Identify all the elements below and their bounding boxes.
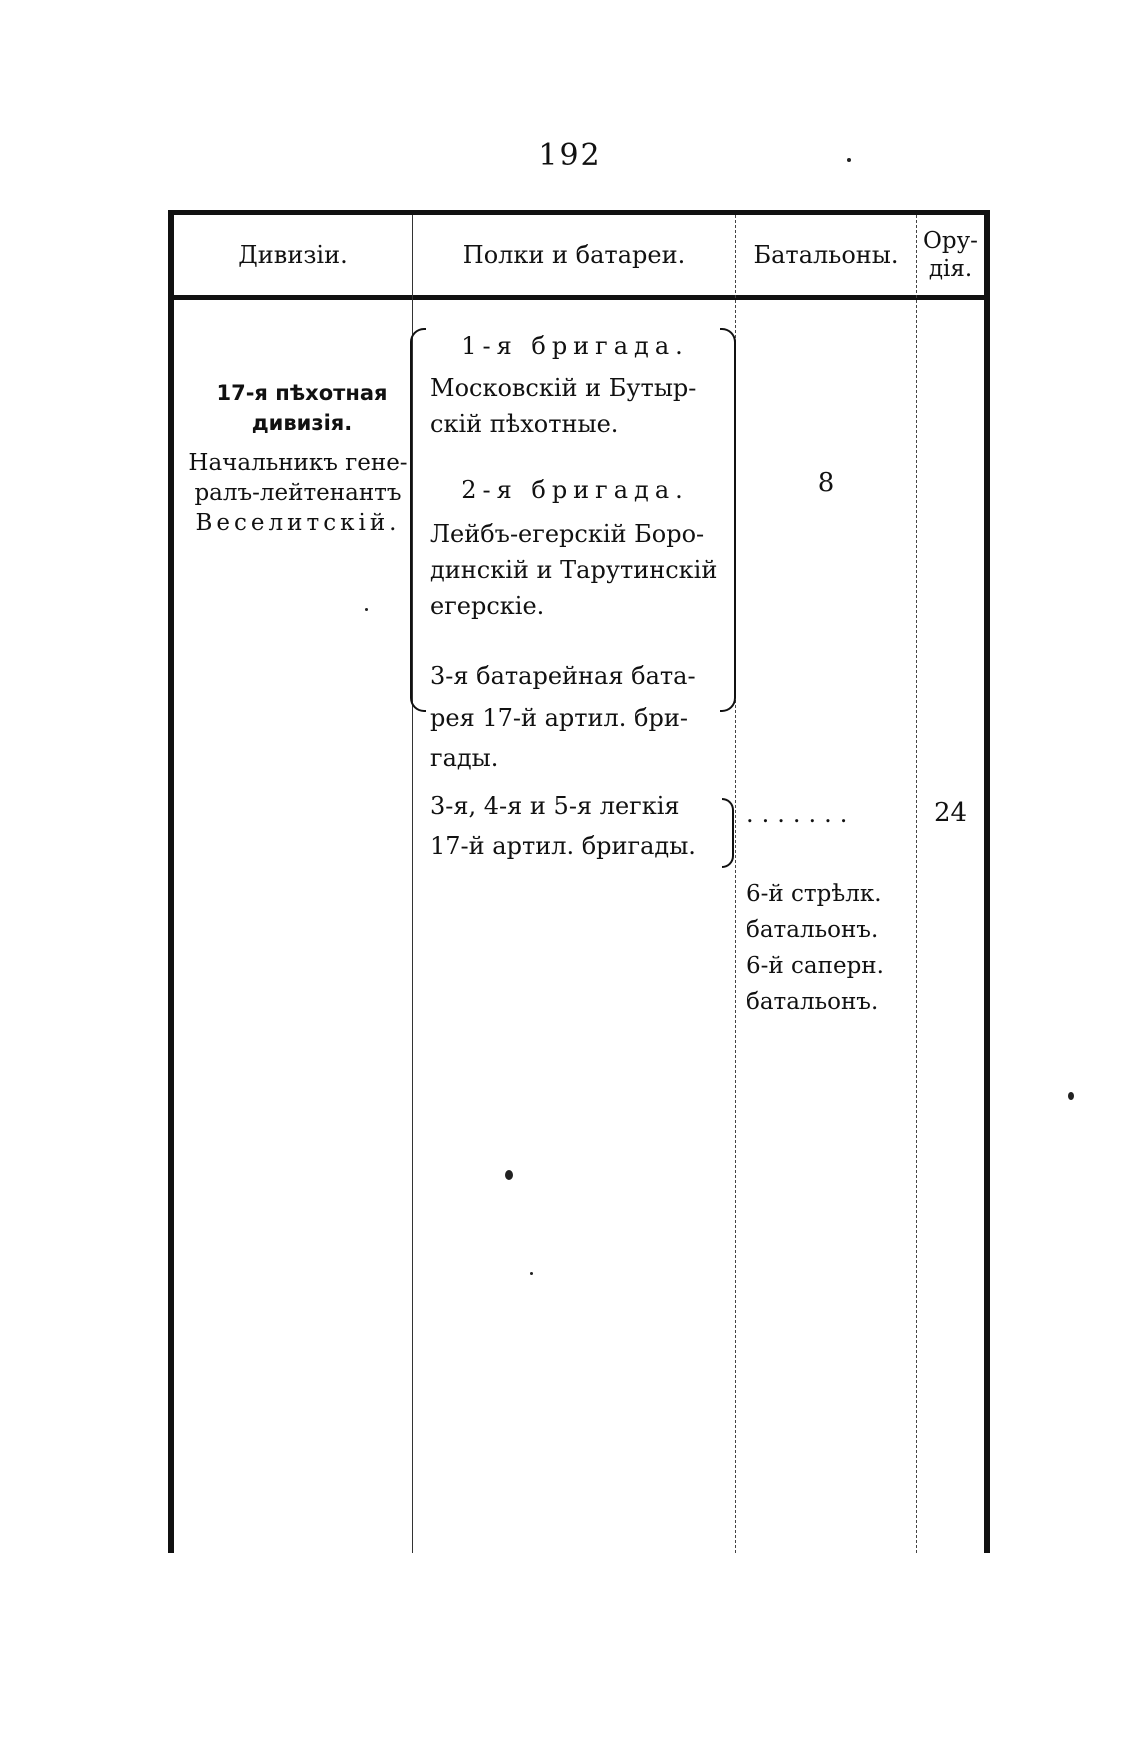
- rifle-battalion: [746, 876, 906, 1020]
- rifle-battalion-line2: батальонъ.: [746, 917, 879, 943]
- battery-line2: рея 17-й артил. бри-: [430, 704, 688, 732]
- column-divider: [916, 215, 918, 1553]
- right-brace: [720, 328, 736, 712]
- division-chief-line1: Начальникъ гене-: [188, 450, 408, 476]
- infantry-battalion-count: 8: [817, 468, 835, 498]
- sapper-battalion-line1: 6-й саперн.: [746, 953, 884, 979]
- brigade2-line2: динскій и Тарутинскій: [430, 556, 718, 584]
- header-regiments: Полки и батареи.: [462, 241, 686, 269]
- header-guns-line2: дія.: [928, 256, 973, 282]
- print-speck: [1068, 1092, 1074, 1100]
- brigade1-line1: Московскій и Бутыр-: [430, 374, 697, 402]
- division-title: [194, 378, 410, 438]
- division-commander: Веселитскій.: [195, 510, 401, 536]
- division-title-line2: дивизія.: [251, 411, 353, 435]
- rifle-battalion-line1: 6-й стрѣлк.: [746, 881, 882, 907]
- division-title-line1: 17-я пѣхотная: [216, 381, 388, 405]
- battery-line1: 3-я батарейная бата-: [430, 662, 696, 690]
- light-line2: 17-й артил. бригады.: [430, 832, 696, 860]
- brigade2-head: 2-я бригада.: [461, 476, 689, 504]
- header-divisions: Дивизіи.: [238, 241, 348, 269]
- brigade1-line2: скій пѣхотные.: [430, 410, 619, 438]
- header-guns: [917, 215, 984, 295]
- page-number: 192: [538, 138, 602, 173]
- sapper-battalion-line2: батальонъ.: [746, 989, 879, 1015]
- right-brace: [722, 798, 734, 868]
- table-left-rule: [168, 210, 174, 1553]
- battery-line3: гады.: [430, 744, 499, 772]
- brigade2-line1: Лейбъ-егерскій Боро-: [430, 520, 705, 548]
- header-battalions: Батальоны.: [753, 241, 899, 269]
- regiment-table: [168, 210, 990, 1553]
- light-line1: 3-я, 4-я и 5-я легкія: [430, 792, 680, 820]
- guns-count: 24: [933, 798, 968, 828]
- dot-leader: .......: [746, 800, 856, 828]
- header-guns-line1: Ору-: [923, 228, 978, 254]
- table-right-rule: [984, 210, 990, 1553]
- header-bottom-rule: [168, 295, 990, 300]
- print-speck: [847, 158, 851, 162]
- left-brace: [410, 328, 426, 712]
- brigade1-head: 1-я бригада.: [461, 332, 689, 360]
- division-chief-line2: ралъ-лейтенантъ: [194, 480, 402, 506]
- division-chief: [178, 448, 418, 538]
- brigade2-line3: егерскіе.: [430, 592, 545, 620]
